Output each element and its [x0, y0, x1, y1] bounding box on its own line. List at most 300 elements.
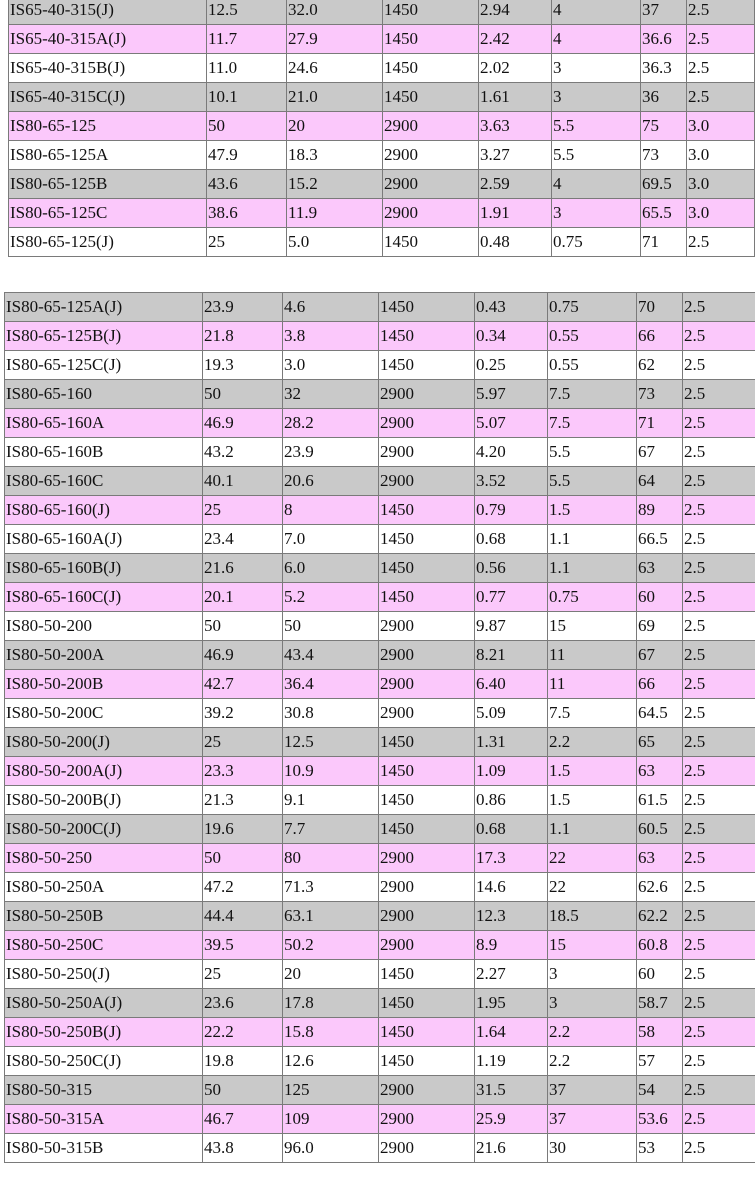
motor-power-cell: 11 [548, 641, 637, 670]
efficiency-cell: 63 [637, 844, 683, 873]
speed-cell: 1450 [379, 960, 475, 989]
speed-cell: 1450 [379, 989, 475, 1018]
shaft-power-cell: 2.02 [479, 54, 552, 83]
flow-cell: 39.2 [203, 699, 283, 728]
head-cell: 3.8 [283, 322, 379, 351]
head-cell: 80 [283, 844, 379, 873]
flow-cell: 47.9 [207, 141, 287, 170]
speed-cell: 1450 [379, 554, 475, 583]
efficiency-cell: 64.5 [637, 699, 683, 728]
table-row [9, 170, 755, 199]
model-cell: IS80-50-250B [5, 902, 203, 931]
table-row [5, 583, 755, 612]
speed-cell: 1450 [379, 351, 475, 380]
npsh-cell: 2.5 [683, 554, 755, 583]
speed-cell: 2900 [383, 112, 479, 141]
speed-cell: 2900 [383, 170, 479, 199]
speed-cell: 1450 [379, 1018, 475, 1047]
motor-power-cell: 3 [548, 960, 637, 989]
table-row [5, 409, 755, 438]
npsh-cell: 2.5 [687, 25, 755, 54]
npsh-cell: 3.0 [687, 141, 755, 170]
efficiency-cell: 70 [637, 293, 683, 322]
head-cell: 50 [283, 612, 379, 641]
model-cell: IS80-50-250(J) [5, 960, 203, 989]
motor-power-cell: 18.5 [548, 902, 637, 931]
flow-cell: 21.3 [203, 786, 283, 815]
flow-cell: 42.7 [203, 670, 283, 699]
model-cell: IS80-50-250A [5, 873, 203, 902]
motor-power-cell: 5.5 [548, 467, 637, 496]
speed-cell: 2900 [379, 1105, 475, 1134]
motor-power-cell: 7.5 [548, 409, 637, 438]
motor-power-cell: 22 [548, 873, 637, 902]
npsh-cell: 2.5 [683, 322, 755, 351]
speed-cell: 1450 [379, 525, 475, 554]
flow-cell: 50 [203, 1076, 283, 1105]
table-row [5, 293, 755, 322]
head-cell: 63.1 [283, 902, 379, 931]
speed-cell: 2900 [379, 612, 475, 641]
npsh-cell: 2.5 [683, 844, 755, 873]
speed-cell: 2900 [383, 199, 479, 228]
motor-power-cell: 15 [548, 612, 637, 641]
model-cell: IS80-65-125B(J) [5, 322, 203, 351]
table-row [5, 641, 755, 670]
efficiency-cell: 66.5 [637, 525, 683, 554]
head-cell: 30.8 [283, 699, 379, 728]
head-cell: 23.9 [283, 438, 379, 467]
npsh-cell: 2.5 [683, 467, 755, 496]
shaft-power-cell: 1.64 [475, 1018, 548, 1047]
model-cell: IS80-50-200B(J) [5, 786, 203, 815]
model-cell: IS80-65-125(J) [9, 228, 207, 257]
npsh-cell: 2.5 [687, 54, 755, 83]
shaft-power-cell: 0.56 [475, 554, 548, 583]
shaft-power-cell: 1.95 [475, 989, 548, 1018]
speed-cell: 2900 [379, 873, 475, 902]
head-cell: 18.3 [287, 141, 383, 170]
model-cell: IS80-50-250C [5, 931, 203, 960]
model-cell: IS65-40-315B(J) [9, 54, 207, 83]
head-cell: 15.8 [283, 1018, 379, 1047]
speed-cell: 1450 [379, 757, 475, 786]
table-row [5, 989, 755, 1018]
head-cell: 21.0 [287, 83, 383, 112]
npsh-cell: 2.5 [683, 728, 755, 757]
efficiency-cell: 60 [637, 583, 683, 612]
npsh-cell: 2.5 [683, 1076, 755, 1105]
table-row [5, 931, 755, 960]
shaft-power-cell: 6.40 [475, 670, 548, 699]
model-cell: IS65-40-315A(J) [9, 25, 207, 54]
table-row [5, 467, 755, 496]
shaft-power-cell: 25.9 [475, 1105, 548, 1134]
flow-cell: 19.3 [203, 351, 283, 380]
head-cell: 10.9 [283, 757, 379, 786]
efficiency-cell: 66 [637, 322, 683, 351]
table-row [5, 612, 755, 641]
motor-power-cell: 37 [548, 1105, 637, 1134]
model-cell: IS80-50-250A(J) [5, 989, 203, 1018]
shaft-power-cell: 1.09 [475, 757, 548, 786]
speed-cell: 1450 [383, 54, 479, 83]
npsh-cell: 3.0 [687, 112, 755, 141]
table-row [9, 83, 755, 112]
head-cell: 20 [283, 960, 379, 989]
head-cell: 43.4 [283, 641, 379, 670]
npsh-cell: 2.5 [683, 438, 755, 467]
flow-cell: 22.2 [203, 1018, 283, 1047]
speed-cell: 2900 [379, 844, 475, 873]
npsh-cell: 2.5 [683, 380, 755, 409]
shaft-power-cell: 14.6 [475, 873, 548, 902]
speed-cell: 1450 [379, 728, 475, 757]
flow-cell: 11.7 [207, 25, 287, 54]
table-row [9, 112, 755, 141]
flow-cell: 11.0 [207, 54, 287, 83]
npsh-cell: 2.5 [683, 1134, 755, 1163]
table-row [9, 199, 755, 228]
table-row [5, 902, 755, 931]
shaft-power-cell: 2.94 [479, 0, 552, 25]
model-cell: IS80-65-125 [9, 112, 207, 141]
table-row [5, 438, 755, 467]
table-row [5, 322, 755, 351]
shaft-power-cell: 3.63 [479, 112, 552, 141]
motor-power-cell: 1.1 [548, 554, 637, 583]
efficiency-cell: 58.7 [637, 989, 683, 1018]
npsh-cell: 2.5 [683, 583, 755, 612]
npsh-cell: 2.5 [687, 83, 755, 112]
shaft-power-cell: 0.77 [475, 583, 548, 612]
table-row [5, 757, 755, 786]
flow-cell: 46.9 [203, 409, 283, 438]
efficiency-cell: 71 [637, 409, 683, 438]
shaft-power-cell: 4.20 [475, 438, 548, 467]
speed-cell: 1450 [379, 322, 475, 351]
model-cell: IS80-65-160 [5, 380, 203, 409]
npsh-cell: 2.5 [683, 525, 755, 554]
npsh-cell: 2.5 [683, 989, 755, 1018]
efficiency-cell: 69 [637, 612, 683, 641]
flow-cell: 23.3 [203, 757, 283, 786]
flow-cell: 44.4 [203, 902, 283, 931]
shaft-power-cell: 1.31 [475, 728, 548, 757]
head-cell: 6.0 [283, 554, 379, 583]
speed-cell: 2900 [379, 1134, 475, 1163]
shaft-power-cell: 0.25 [475, 351, 548, 380]
head-cell: 3.0 [283, 351, 379, 380]
npsh-cell: 2.5 [683, 293, 755, 322]
npsh-cell: 2.5 [683, 1047, 755, 1076]
speed-cell: 1450 [379, 293, 475, 322]
npsh-cell: 2.5 [683, 670, 755, 699]
shaft-power-cell: 0.86 [475, 786, 548, 815]
speed-cell: 2900 [379, 438, 475, 467]
flow-cell: 10.1 [207, 83, 287, 112]
shaft-power-cell: 0.43 [475, 293, 548, 322]
model-cell: IS80-50-250B(J) [5, 1018, 203, 1047]
table-row [5, 554, 755, 583]
flow-cell: 25 [203, 496, 283, 525]
shaft-power-cell: 1.61 [479, 83, 552, 112]
npsh-cell: 2.5 [683, 409, 755, 438]
shaft-power-cell: 8.21 [475, 641, 548, 670]
efficiency-cell: 65 [637, 728, 683, 757]
speed-cell: 1450 [379, 583, 475, 612]
npsh-cell: 2.5 [683, 496, 755, 525]
table-row [5, 699, 755, 728]
table-row [5, 960, 755, 989]
motor-power-cell: 3 [548, 989, 637, 1018]
shaft-power-cell: 3.27 [479, 141, 552, 170]
npsh-cell: 2.5 [683, 641, 755, 670]
speed-cell: 1450 [383, 0, 479, 25]
speed-cell: 2900 [379, 380, 475, 409]
speed-cell: 1450 [383, 228, 479, 257]
speed-cell: 1450 [379, 496, 475, 525]
head-cell: 50.2 [283, 931, 379, 960]
npsh-cell: 2.5 [683, 1018, 755, 1047]
efficiency-cell: 65.5 [641, 199, 687, 228]
npsh-cell: 2.5 [683, 786, 755, 815]
table-row [9, 141, 755, 170]
efficiency-cell: 61.5 [637, 786, 683, 815]
efficiency-cell: 63 [637, 554, 683, 583]
shaft-power-cell: 8.9 [475, 931, 548, 960]
motor-power-cell: 3 [552, 83, 641, 112]
motor-power-cell: 4 [552, 25, 641, 54]
head-cell: 125 [283, 1076, 379, 1105]
npsh-cell: 2.5 [683, 351, 755, 380]
model-cell: IS80-50-200B [5, 670, 203, 699]
npsh-cell: 2.5 [687, 228, 755, 257]
shaft-power-cell: 0.68 [475, 525, 548, 554]
speed-cell: 1450 [383, 25, 479, 54]
table-row [5, 873, 755, 902]
motor-power-cell: 37 [548, 1076, 637, 1105]
efficiency-cell: 54 [637, 1076, 683, 1105]
head-cell: 17.8 [283, 989, 379, 1018]
efficiency-cell: 57 [637, 1047, 683, 1076]
model-cell: IS80-50-200 [5, 612, 203, 641]
table-row [5, 670, 755, 699]
speed-cell: 2900 [379, 1076, 475, 1105]
model-cell: IS80-50-315A [5, 1105, 203, 1134]
head-cell: 109 [283, 1105, 379, 1134]
flow-cell: 39.5 [203, 931, 283, 960]
motor-power-cell: 0.75 [552, 228, 641, 257]
head-cell: 24.6 [287, 54, 383, 83]
flow-cell: 50 [203, 612, 283, 641]
motor-power-cell: 5.5 [552, 112, 641, 141]
flow-cell: 50 [203, 844, 283, 873]
efficiency-cell: 71 [641, 228, 687, 257]
model-cell: IS80-50-200A(J) [5, 757, 203, 786]
motor-power-cell: 2.2 [548, 728, 637, 757]
head-cell: 5.2 [283, 583, 379, 612]
model-cell: IS80-65-125C(J) [5, 351, 203, 380]
head-cell: 11.9 [287, 199, 383, 228]
npsh-cell: 3.0 [687, 170, 755, 199]
motor-power-cell: 7.5 [548, 699, 637, 728]
pump-spec-table-bottom [4, 292, 755, 1163]
head-cell: 71.3 [283, 873, 379, 902]
efficiency-cell: 62.2 [637, 902, 683, 931]
efficiency-cell: 62 [637, 351, 683, 380]
efficiency-cell: 66 [637, 670, 683, 699]
efficiency-cell: 60 [637, 960, 683, 989]
motor-power-cell: 3 [552, 199, 641, 228]
shaft-power-cell: 0.48 [479, 228, 552, 257]
flow-cell: 23.4 [203, 525, 283, 554]
head-cell: 4.6 [283, 293, 379, 322]
model-cell: IS80-65-160C [5, 467, 203, 496]
npsh-cell: 2.5 [683, 931, 755, 960]
head-cell: 20.6 [283, 467, 379, 496]
speed-cell: 1450 [379, 1047, 475, 1076]
efficiency-cell: 64 [637, 467, 683, 496]
motor-power-cell: 2.2 [548, 1047, 637, 1076]
efficiency-cell: 60.8 [637, 931, 683, 960]
efficiency-cell: 67 [637, 641, 683, 670]
motor-power-cell: 4 [552, 170, 641, 199]
table-row [5, 1134, 755, 1163]
shaft-power-cell: 1.91 [479, 199, 552, 228]
speed-cell: 2900 [379, 467, 475, 496]
model-cell: IS80-50-315 [5, 1076, 203, 1105]
npsh-cell: 2.5 [683, 960, 755, 989]
model-cell: IS80-65-125B [9, 170, 207, 199]
head-cell: 20 [287, 112, 383, 141]
model-cell: IS80-65-160(J) [5, 496, 203, 525]
shaft-power-cell: 0.68 [475, 815, 548, 844]
model-cell: IS80-65-160A [5, 409, 203, 438]
speed-cell: 1450 [379, 815, 475, 844]
flow-cell: 19.6 [203, 815, 283, 844]
npsh-cell: 2.5 [683, 612, 755, 641]
model-cell: IS80-50-250C(J) [5, 1047, 203, 1076]
efficiency-cell: 58 [637, 1018, 683, 1047]
motor-power-cell: 1.5 [548, 757, 637, 786]
flow-cell: 23.9 [203, 293, 283, 322]
efficiency-cell: 53.6 [637, 1105, 683, 1134]
model-cell: IS65-40-315(J) [9, 0, 207, 25]
shaft-power-cell: 21.6 [475, 1134, 548, 1163]
efficiency-cell: 89 [637, 496, 683, 525]
head-cell: 36.4 [283, 670, 379, 699]
motor-power-cell: 1.1 [548, 815, 637, 844]
model-cell: IS80-50-315B [5, 1134, 203, 1163]
shaft-power-cell: 12.3 [475, 902, 548, 931]
head-cell: 32 [283, 380, 379, 409]
efficiency-cell: 60.5 [637, 815, 683, 844]
flow-cell: 12.5 [207, 0, 287, 25]
motor-power-cell: 2.2 [548, 1018, 637, 1047]
head-cell: 8 [283, 496, 379, 525]
table-row [5, 1018, 755, 1047]
flow-cell: 46.9 [203, 641, 283, 670]
efficiency-cell: 53 [637, 1134, 683, 1163]
efficiency-cell: 37 [641, 0, 687, 25]
table-row [5, 1105, 755, 1134]
speed-cell: 2900 [383, 141, 479, 170]
flow-cell: 43.2 [203, 438, 283, 467]
efficiency-cell: 36 [641, 83, 687, 112]
npsh-cell: 2.5 [683, 873, 755, 902]
table-row [9, 54, 755, 83]
npsh-cell: 2.5 [683, 757, 755, 786]
flow-cell: 20.1 [203, 583, 283, 612]
speed-cell: 2900 [379, 670, 475, 699]
model-cell: IS80-50-200(J) [5, 728, 203, 757]
flow-cell: 43.6 [207, 170, 287, 199]
motor-power-cell: 3 [552, 54, 641, 83]
flow-cell: 23.6 [203, 989, 283, 1018]
motor-power-cell: 1.5 [548, 786, 637, 815]
efficiency-cell: 63 [637, 757, 683, 786]
motor-power-cell: 0.55 [548, 322, 637, 351]
table-row [5, 380, 755, 409]
shaft-power-cell: 0.34 [475, 322, 548, 351]
head-cell: 5.0 [287, 228, 383, 257]
shaft-power-cell: 17.3 [475, 844, 548, 873]
head-cell: 9.1 [283, 786, 379, 815]
npsh-cell: 2.5 [683, 1105, 755, 1134]
efficiency-cell: 69.5 [641, 170, 687, 199]
efficiency-cell: 73 [637, 380, 683, 409]
table-row [5, 728, 755, 757]
flow-cell: 50 [203, 380, 283, 409]
head-cell: 12.5 [283, 728, 379, 757]
efficiency-cell: 62.6 [637, 873, 683, 902]
table-row [9, 0, 755, 25]
model-cell: IS65-40-315C(J) [9, 83, 207, 112]
head-cell: 7.7 [283, 815, 379, 844]
model-cell: IS80-65-125C [9, 199, 207, 228]
model-cell: IS80-50-250 [5, 844, 203, 873]
speed-cell: 2900 [379, 641, 475, 670]
speed-cell: 1450 [379, 786, 475, 815]
head-cell: 12.6 [283, 1047, 379, 1076]
npsh-cell: 3.0 [687, 199, 755, 228]
model-cell: IS80-65-160B [5, 438, 203, 467]
flow-cell: 19.8 [203, 1047, 283, 1076]
efficiency-cell: 73 [641, 141, 687, 170]
efficiency-cell: 36.6 [641, 25, 687, 54]
flow-cell: 25 [203, 960, 283, 989]
model-cell: IS80-50-200A [5, 641, 203, 670]
table-row [5, 815, 755, 844]
flow-cell: 38.6 [207, 199, 287, 228]
table-row [5, 1047, 755, 1076]
flow-cell: 50 [207, 112, 287, 141]
table-row [9, 25, 755, 54]
npsh-cell: 2.5 [683, 902, 755, 931]
flow-cell: 25 [207, 228, 287, 257]
model-cell: IS80-50-200C(J) [5, 815, 203, 844]
model-cell: IS80-65-125A [9, 141, 207, 170]
shaft-power-cell: 5.07 [475, 409, 548, 438]
table-row [5, 351, 755, 380]
motor-power-cell: 1.1 [548, 525, 637, 554]
pump-spec-table-top [8, 0, 755, 257]
flow-cell: 46.7 [203, 1105, 283, 1134]
head-cell: 15.2 [287, 170, 383, 199]
head-cell: 27.9 [287, 25, 383, 54]
shaft-power-cell: 3.52 [475, 467, 548, 496]
